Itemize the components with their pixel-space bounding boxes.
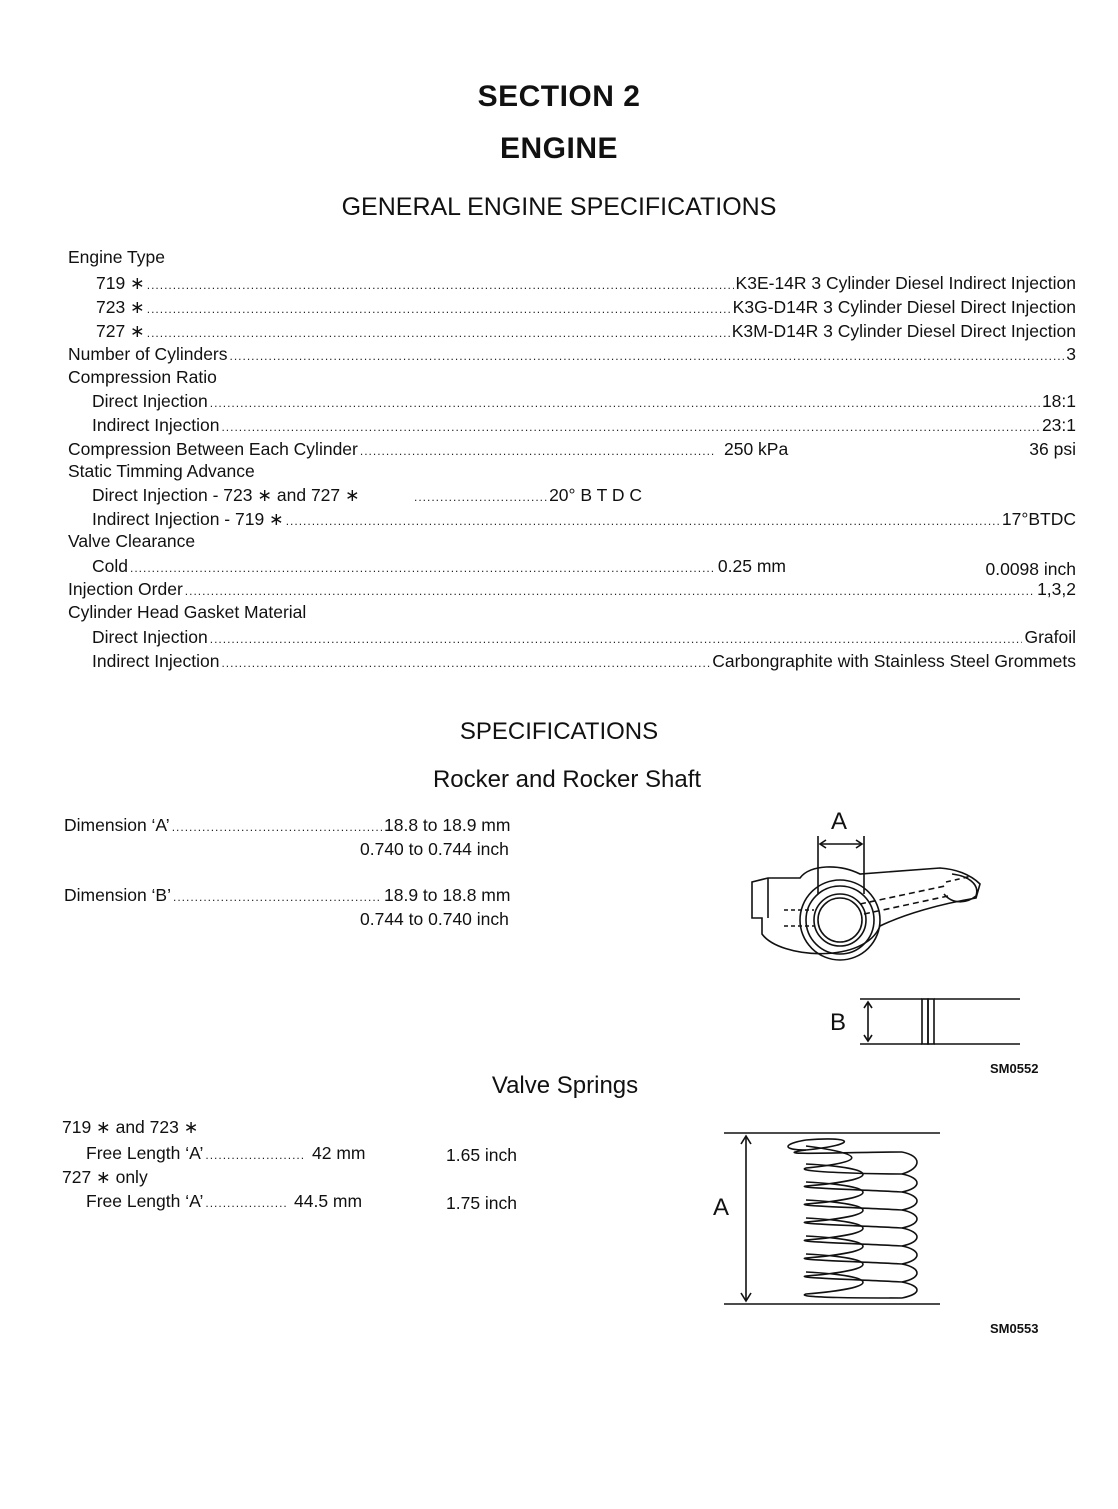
- injection-order-row: Injection Order ..... 1,3,2: [68, 578, 1076, 602]
- compression-kpa: 250 kPa: [724, 439, 789, 459]
- gasket-indirect-row: Indirect Injection ..... Carbongraphite with Stainless Steel Grommets: [92, 650, 1076, 674]
- cold-row: Cold ..... 0.25 mm: [92, 555, 786, 579]
- dim-a-inch: 0.740 to 0.744 inch: [360, 839, 509, 859]
- direct-ratio-row: Direct Injection ..... 18:1: [92, 390, 1076, 414]
- v2-mm: 44.5 mm: [294, 1191, 363, 1211]
- compression-ratio-label: Compression Ratio: [68, 367, 217, 387]
- engine-title: ENGINE: [499, 132, 619, 165]
- cylinders-row: Number of Cylinders ..... 3: [68, 343, 1076, 367]
- v2-length-row: Free Length ‘A’ .....: [86, 1190, 290, 1214]
- v1-inch: 1.65 inch: [446, 1145, 518, 1165]
- timing-direct-label: Direct Injection - 723 ∗ and 727 ∗: [92, 485, 360, 505]
- dim-a-mm: 18.8 to 18.9 mm: [384, 815, 511, 835]
- rocker-arm-diagram: [740, 834, 990, 964]
- section-title: SECTION 2: [477, 80, 641, 113]
- dim-b-mm: 18.9 to 18.8 mm: [384, 885, 511, 905]
- fig1-code: SM0552: [990, 1061, 1039, 1076]
- v2-inch: 1.75 inch: [446, 1193, 518, 1213]
- general-specs-title: GENERAL ENGINE SPECIFICATIONS: [341, 193, 777, 221]
- specifications-title: SPECIFICATIONS: [459, 718, 659, 745]
- dim-b-row: Dimension ‘B’ .....: [64, 884, 384, 908]
- engine-type-row: 719 ∗ ..... K3E-14R 3 Cylinder Diesel Indirect Injection: [96, 272, 1076, 296]
- fig2-label-a: A: [713, 1194, 730, 1221]
- timing-indirect-row: Indirect Injection - 719 ∗ ..... 17°BTDC: [92, 508, 1076, 532]
- timing-direct-row: ..... 20° B T D C: [412, 484, 642, 508]
- gasket-direct-row: Direct Injection ..... Grafoil: [92, 626, 1076, 650]
- indirect-ratio-row: Indirect Injection ..... 23:1: [92, 414, 1076, 438]
- compression-between-row: Compression Between Each Cylinder .....: [68, 438, 718, 462]
- rocker-shaft-diagram: [852, 994, 1024, 1050]
- cold-inch: 0.0098 inch: [985, 559, 1076, 579]
- fig2-code: SM0553: [990, 1321, 1039, 1336]
- valve-clearance-label: Valve Clearance: [68, 531, 196, 551]
- v1-mm: 42 mm: [312, 1143, 366, 1163]
- engine-type-label: Engine Type: [68, 247, 165, 267]
- compression-psi: 36 psi: [1029, 439, 1076, 459]
- valve-springs-title: Valve Springs: [491, 1072, 639, 1099]
- v2-models: 727 ∗ only: [62, 1167, 148, 1187]
- engine-type-row: 727 ∗ ..... K3M-D14R 3 Cylinder Diesel Direct Injection: [96, 320, 1076, 344]
- rocker-title: Rocker and Rocker Shaft: [432, 766, 702, 793]
- dim-b-inch: 0.744 to 0.740 inch: [360, 909, 509, 929]
- valve-spring-diagram: [722, 1128, 944, 1310]
- v1-length-row: Free Length ‘A’ .....: [86, 1142, 306, 1166]
- fig1-label-a: A: [831, 808, 848, 835]
- dim-a-row: Dimension ‘A’ .....: [64, 814, 384, 838]
- fig1-label-b: B: [830, 1009, 847, 1036]
- gasket-label: Cylinder Head Gasket Material: [68, 602, 307, 622]
- v1-models: 719 ∗ and 723 ∗: [62, 1117, 199, 1137]
- timing-label: Static Timming Advance: [68, 461, 255, 481]
- engine-type-row: 723 ∗ ..... K3G-D14R 3 Cylinder Diesel Direct Injection: [96, 296, 1076, 320]
